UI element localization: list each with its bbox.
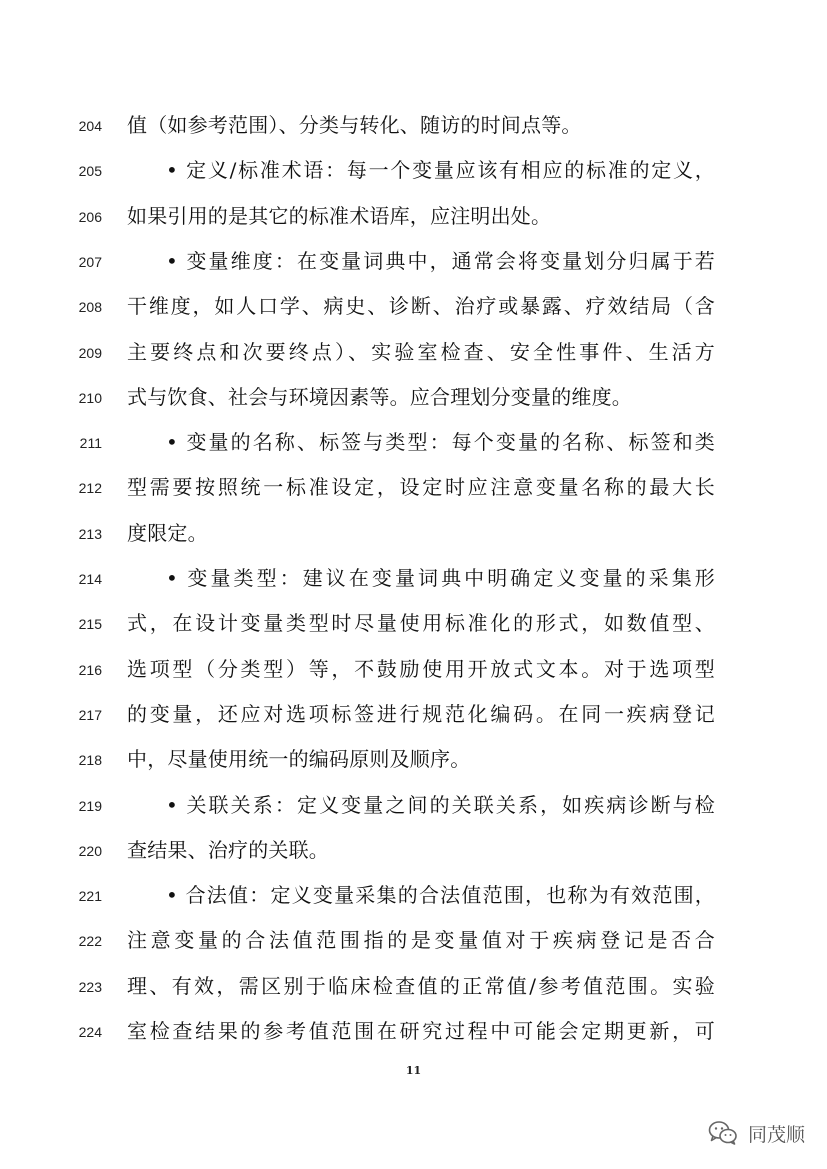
line-number: 217 xyxy=(78,706,102,723)
line-number: 207 xyxy=(78,253,102,270)
line-text: 干维度，如人口学、病史、诊断、治疗或暴露、疗效结局（含 xyxy=(127,294,715,319)
line-number: 208 xyxy=(78,299,102,316)
text-line xyxy=(0,971,827,1001)
watermark-text: 同茂顺 xyxy=(747,1123,805,1146)
line-number: 209 xyxy=(78,344,102,361)
line-number: 214 xyxy=(78,571,102,587)
line-text: • 变量的名称、标签与类型：每个变量的名称、标签和类 xyxy=(166,430,715,455)
line-number: 221 xyxy=(78,888,102,905)
line-number: 218 xyxy=(78,752,102,769)
line-number: 220 xyxy=(78,842,102,859)
line-text: • 合法值：定义变量采集的合法值范围，也称为有效范围， xyxy=(166,883,715,908)
line-number: 205 xyxy=(78,163,102,180)
text-line xyxy=(0,744,827,774)
text-line xyxy=(0,518,827,548)
line-number: 222 xyxy=(78,933,102,950)
line-text: 式与饮食、社会与环境因素等。应合理划分变量的维度。 xyxy=(127,384,632,409)
text-line xyxy=(0,155,827,185)
text-line xyxy=(0,472,827,502)
text-line xyxy=(0,1016,827,1046)
line-number: 211 xyxy=(79,435,102,452)
line-text: 值（如参考范围）、分类与转化、随访的时间点等。 xyxy=(127,113,582,137)
line-text: 主要终点和次要终点）、实验室检查、安全性事件、生活方 xyxy=(127,339,715,364)
page-number: 11 xyxy=(405,1064,422,1077)
line-text: 理、有效，需区别于临床检查值的正常值/参考值范围。实验 xyxy=(127,973,715,998)
line-text: • 变量类型：建议在变量词典中明确定义变量的采集形 xyxy=(166,566,715,590)
line-number: 224 xyxy=(78,1024,102,1040)
line-number: 206 xyxy=(78,208,102,225)
text-line xyxy=(0,427,827,457)
line-text: 注意变量的合法值范围指的是变量值对于疾病登记是否合 xyxy=(127,928,715,953)
line-text: • 定义/标准术语：每一个变量应该有相应的标准的定义， xyxy=(166,158,715,183)
line-text: • 关联关系：定义变量之间的关联关系，如疾病诊断与检 xyxy=(166,792,715,817)
text-line xyxy=(0,563,827,593)
text-line xyxy=(0,699,827,729)
line-number: 223 xyxy=(78,978,102,995)
text-line xyxy=(0,201,827,231)
line-text: 中，尽量使用统一的编码原则及顺序。 xyxy=(127,747,471,772)
line-number: 213 xyxy=(78,525,102,542)
line-number: 216 xyxy=(78,661,102,678)
text-line xyxy=(0,382,827,412)
text-line xyxy=(0,880,827,910)
line-text: 型需要按照统一标准设定，设定时应注意变量名称的最大长 xyxy=(127,475,715,500)
line-number: 215 xyxy=(78,616,102,633)
text-line xyxy=(0,608,827,638)
line-number: 204 xyxy=(78,118,102,134)
text-line xyxy=(0,110,827,140)
line-number: 219 xyxy=(78,797,102,814)
text-line xyxy=(0,790,827,820)
watermark xyxy=(708,1116,805,1150)
text-line xyxy=(0,654,827,684)
line-text: 式，在设计变量类型时尽量使用标准化的形式，如数值型、 xyxy=(127,611,715,636)
text-line xyxy=(0,925,827,955)
wechat-icon xyxy=(708,1120,738,1146)
line-text: 度限定。 xyxy=(127,520,208,545)
text-line xyxy=(0,835,827,865)
line-number: 212 xyxy=(78,480,102,497)
line-text: • 变量维度：在变量词典中，通常会将变量划分归属于若 xyxy=(166,248,715,273)
line-text: 查结果、治疗的关联。 xyxy=(127,837,329,862)
text-line xyxy=(0,291,827,321)
text-line xyxy=(0,337,827,367)
text-line xyxy=(0,246,827,276)
line-text: 室检查结果的参考值范围在研究过程中可能会定期更新，可 xyxy=(127,1019,715,1043)
line-text: 如果引用的是其它的标准术语库，应注明出处。 xyxy=(127,203,552,228)
line-number: 210 xyxy=(78,389,102,406)
line-text: 的变量，还应对选项标签进行规范化编码。在同一疾病登记 xyxy=(127,701,715,726)
line-text: 选项型（分类型）等，不鼓励使用开放式文本。对于选项型 xyxy=(127,656,715,681)
